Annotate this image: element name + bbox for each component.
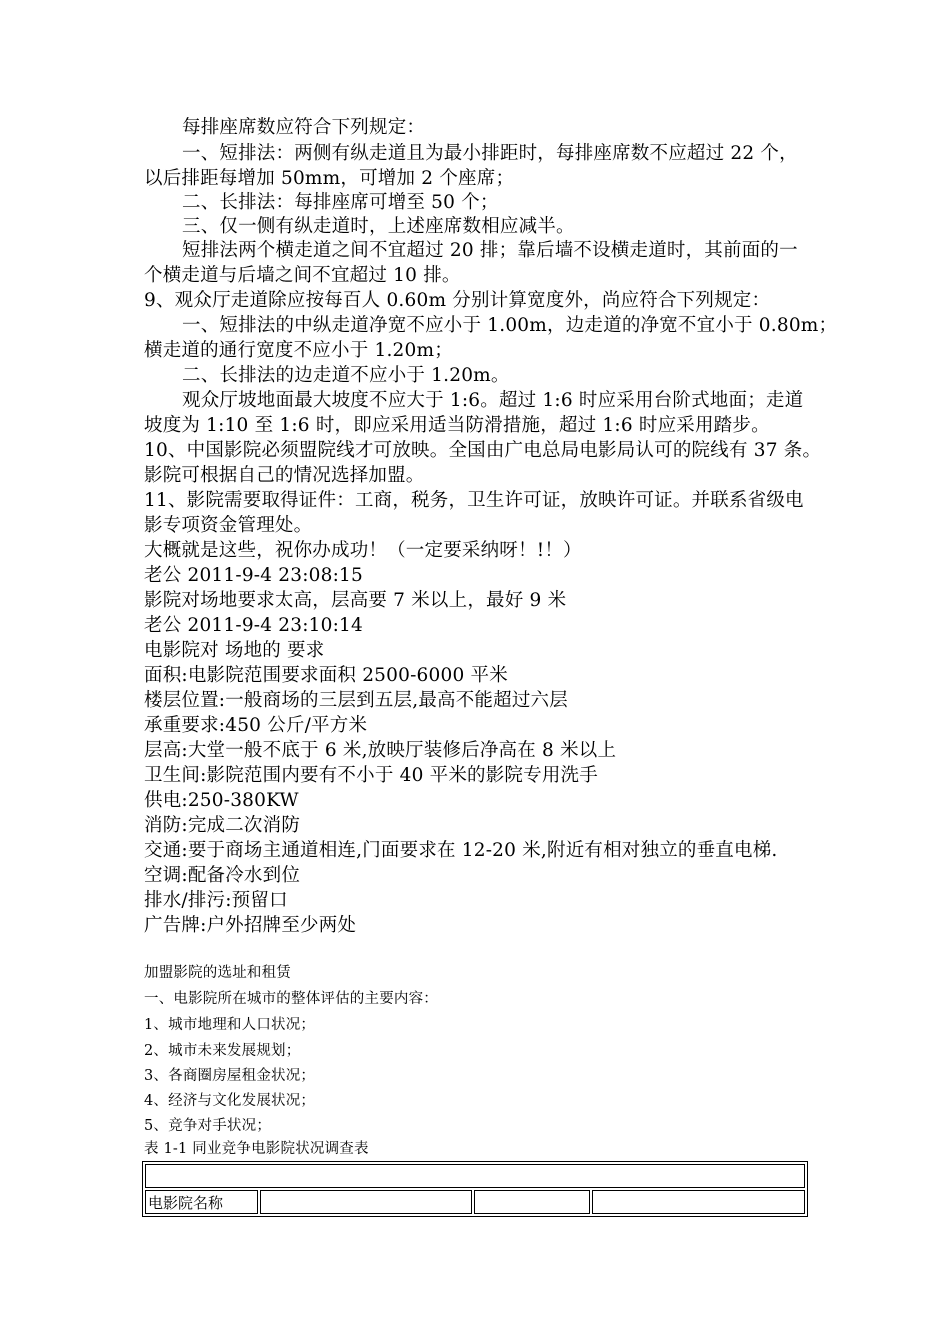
item-9-short-cont: 横走道的通行宽度不应小于 1.20m； — [144, 340, 453, 361]
table-cell — [592, 1190, 805, 1214]
requirement-restroom: 卫生间:影院范围内要有不小于 40 平米的影院专用洗手 — [144, 765, 598, 786]
short-row-rule-cont: 以后排距每增加 50mm，可增加 2 个座席； — [144, 168, 515, 189]
long-row-rule: 二、长排法：每排座席可增至 50 个； — [182, 192, 499, 213]
table-cell — [260, 1190, 472, 1214]
slope-rule: 观众厅坡地面最大坡度不应大于 1:6。超过 1:6 时应采用台阶式地面；走道 — [182, 390, 804, 411]
seats-intro: 每排座席数应符合下列规定： — [182, 117, 426, 138]
franchise-item-4: 4、经济与文化发展状况； — [144, 1093, 316, 1109]
franchise-section-one: 一、电影院所在城市的整体评估的主要内容： — [144, 991, 438, 1007]
one-side-rule: 三、仅一侧有纵走道时，上述座席数相应减半。 — [182, 216, 575, 237]
closing-remark: 大概就是这些，祝你办成功！（一定要采纳呀！!！） — [144, 540, 582, 561]
table-row-label: 电影院名称 — [145, 1190, 258, 1214]
table-row — [145, 1190, 805, 1214]
franchise-item-5: 5、竞争对手状况； — [144, 1118, 272, 1134]
franchise-item-3: 3、各商圈房屋租金状况； — [144, 1068, 316, 1084]
competitor-survey-table — [142, 1161, 808, 1217]
requirement-power: 供电:250-380KW — [144, 790, 299, 811]
table-header-cell — [145, 1164, 805, 1188]
item-11: 11、影院需要取得证件：工商，税务，卫生许可证，放映许可证。并联系省级电 — [144, 490, 804, 511]
item-9: 9、观众厅走道除应按每百人 0.60m 分别计算宽度外，尚应符合下列规定： — [144, 290, 771, 311]
item-9-long: 二、长排法的边走道不应小于 1.20m。 — [182, 365, 510, 386]
franchise-item-2: 2、城市未来发展规划； — [144, 1043, 301, 1059]
requirement-floor: 楼层位置:一般商场的三层到五层,最高不能超过六层 — [144, 690, 568, 711]
requirement-area: 面积:电影院范围要求面积 2500-6000 平米 — [144, 665, 508, 686]
reply-text-1: 影院对场地要求太高，层高要 7 米以上，最好 9 米 — [144, 590, 567, 611]
table-header-row — [145, 1164, 805, 1188]
item-9-short: 一、短排法的中纵走道净宽不应小于 1.00m，边走道的净宽不宜小于 0.80m； — [182, 315, 838, 336]
reply-author-2: 老公 2011-9-4 23:10:14 — [144, 615, 363, 636]
requirement-height: 层高:大堂一般不底于 6 米,放映厅装修后净高在 8 米以上 — [144, 740, 617, 761]
cross-aisle-rule: 短排法两个横走道之间不宜超过 20 排；靠后墙不设横走道时，其前面的一 — [182, 240, 798, 261]
requirement-ac: 空调:配备冷水到位 — [144, 865, 301, 886]
requirement-load: 承重要求:450 公斤/平方米 — [144, 715, 368, 736]
requirement-fire: 消防:完成二次消防 — [144, 815, 301, 836]
reply-author-1: 老公 2011-9-4 23:08:15 — [144, 565, 363, 586]
short-row-rule: 一、短排法：两侧有纵走道且为最小排距时，每排座席数不应超过 22 个， — [182, 143, 798, 164]
franchise-item-1: 1、城市地理和人口状况； — [144, 1017, 316, 1033]
requirement-billboard: 广告牌:户外招牌至少两处 — [144, 915, 357, 936]
cross-aisle-rule-cont: 个横走道与后墙之间不宜超过 10 排。 — [144, 265, 461, 286]
franchise-title: 加盟影院的选址和租赁 — [144, 965, 291, 981]
table-cell — [474, 1190, 590, 1214]
item-11-cont: 影专项资金管理处。 — [144, 515, 313, 536]
slope-rule-cont: 坡度为 1:10 至 1:6 时，即应采用适当防滑措施，超过 1:6 时应采用踏步。 — [144, 415, 770, 436]
item-10-cont: 影院可根据自己的情况选择加盟。 — [144, 465, 425, 486]
item-10: 10、中国影院必须盟院线才可放映。全国由广电总局电影局认可的院线有 37 条。 — [144, 440, 822, 461]
table-caption: 表 1-1 同业竞争电影院状况调查表 — [144, 1141, 369, 1157]
requirement-drainage: 排水/排污:预留口 — [144, 890, 288, 911]
requirement-traffic: 交通:要于商场主通道相连,门面要求在 12-20 米,附近有相对独立的垂直电梯. — [144, 840, 778, 861]
requirements-title: 电影院对 场地的 要求 — [144, 640, 325, 661]
